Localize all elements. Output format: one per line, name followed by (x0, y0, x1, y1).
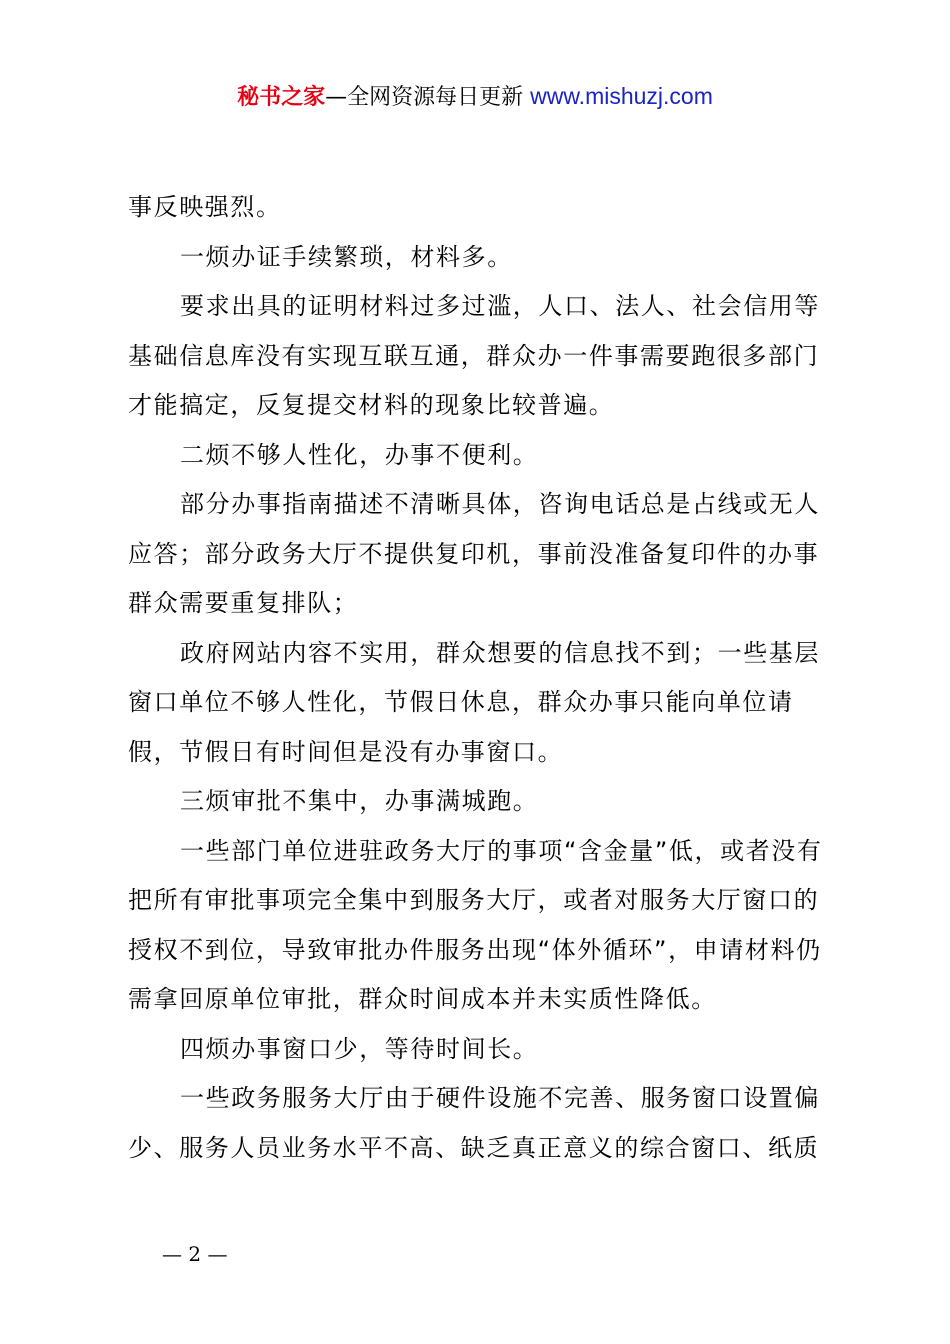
paragraph: 事反映强烈。 (128, 193, 282, 221)
page-number: — 2 — (162, 1242, 228, 1266)
paragraph: 要求出具的证明材料过多过滥，人口、法人、社会信用等基础信息库没有实现互联互通，群众办一件事需要跑很多部门才能搞定，反复提交材料的现象比较普遍。 (128, 292, 820, 419)
document-body (128, 183, 838, 1173)
header-tagline: —全网资源每日更新 (325, 85, 531, 110)
site-url-link[interactable]: www.mishuzj.com (530, 83, 713, 109)
paragraph: 一些部门单位进驻政务大厅的事项“含金量”低，或者没有把所有审批事项完全集中到服务大厅，或者对服务大厅窗口的授权不到位，导致审批办件服务出现“体外循环”，申请材料仍需拿回原单位审批，群众时间成本并未实质性降低。 (128, 836, 823, 1013)
page-header (0, 80, 950, 114)
paragraph: 一些政务服务大厅由于硬件设施不完善、服务窗口设置偏少、服务人员业务水平不高、缺乏真正意义的综合窗口、纸质 (128, 1084, 820, 1162)
section-heading-4: 四烦办事窗口少，等待时间长。 (180, 1034, 539, 1063)
section-heading-3: 三烦审批不集中，办事满城跑。 (180, 787, 539, 815)
paragraph: 部分办事指南描述不清晰具体，咨询电话总是占线或无人应答；部分政务大厅不提供复印机，事前没准备复印件的办事群众需要重复排队； (128, 490, 820, 617)
brand-name: 秘书之家 (237, 85, 326, 110)
section-heading-2: 二烦不够人性化，办事不便利。 (180, 440, 539, 469)
paragraph: 政府网站内容不实用，群众想要的信息找不到；一些基层窗口单位不够人性化，节假日休息，群众办事只能向单位请假，节假日有时间但是没有办事窗口。 (128, 638, 820, 766)
section-heading-1: 一烦办证手续繁琐，材料多。 (180, 242, 513, 271)
